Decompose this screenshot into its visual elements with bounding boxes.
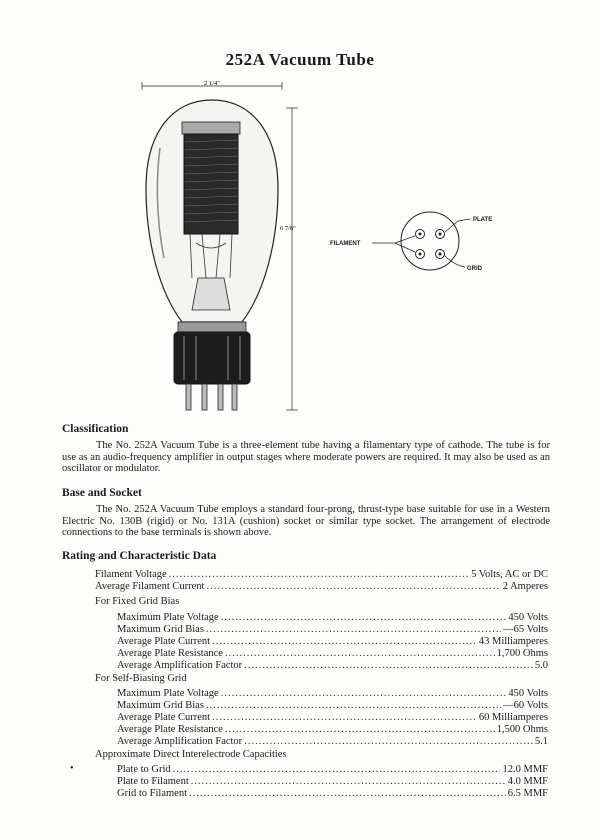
row-label: Plate to Grid (117, 764, 171, 775)
row-label: Average Plate Current (117, 712, 211, 723)
fixed-bias-label: For Fixed Grid Bias (95, 596, 180, 607)
row-value: 450 Volts (508, 612, 548, 623)
leader-dots (169, 569, 469, 581)
capacitances-label: Approximate Direct Interelectrode Capacities (95, 749, 287, 760)
row-label: Filament Voltage (95, 569, 167, 580)
row-value: 6.5 MMF (507, 788, 548, 799)
leader-dots (206, 700, 501, 712)
row-label: Average Plate Resistance (117, 648, 223, 659)
table-row (117, 648, 548, 660)
row-value: 1,700 Ohms (496, 648, 548, 659)
classification-paragraph: The No. 252A Vacuum Tube is a three-element tube having a filamentary type of cathode. The tube is for use as an audio-frequency amplifier in output stages where moderate powers are required. It may also be used as an oscillator or modulator. (62, 440, 550, 475)
leader-dots (212, 712, 477, 724)
filament-voltage-row (95, 569, 548, 581)
bullet-mark: • (70, 763, 74, 774)
row-value: 60 Milliamperes (478, 712, 548, 723)
table-row (117, 764, 548, 776)
table-row (117, 688, 548, 700)
classification-heading: Classification (62, 423, 129, 435)
row-label: Grid to Filament (117, 788, 187, 799)
row-value: 5.1 (534, 736, 548, 747)
table-row (117, 788, 548, 800)
height-dimension: 6 7/8" (280, 225, 296, 232)
row-value: 2 Amperes (502, 581, 548, 592)
width-dimension: 2 1/4" (204, 80, 220, 87)
row-value: 5 Volts, AC or DC (471, 569, 548, 580)
leader-dots (244, 660, 533, 672)
table-row (117, 612, 548, 624)
row-label: Maximum Grid Bias (117, 700, 204, 711)
table-row (117, 724, 548, 736)
leader-dots (206, 624, 501, 636)
row-value: 450 Volts (508, 688, 548, 699)
table-row (117, 776, 548, 788)
leader-dots (225, 724, 495, 736)
leader-dots (189, 788, 506, 800)
row-value: 4.0 MMF (507, 776, 548, 787)
base-socket-paragraph: The No. 252A Vacuum Tube employs a standard four-prong, thrust-type base suitable for use in a Western Electric No. 130B (rigid) or No. 131A (cushion) socket or similar type socket. The arrangement of electrode connections to the base terminals is shown above. (62, 504, 550, 539)
row-label: Average Filament Current (95, 581, 205, 592)
leader-dots (173, 764, 501, 776)
leader-dots (221, 612, 507, 624)
rating-heading: Rating and Characteristic Data (62, 550, 217, 562)
leader-dots (244, 736, 533, 748)
table-row (117, 636, 548, 648)
self-bias-label: For Self-Biasing Grid (95, 673, 187, 684)
leader-dots (191, 776, 506, 788)
table-row (117, 712, 548, 724)
row-value: 1,500 Ohms (496, 724, 548, 735)
row-label: Maximum Plate Voltage (117, 688, 219, 699)
leader-dots (212, 636, 477, 648)
table-row (117, 736, 548, 748)
classification-text (62, 440, 550, 475)
table-row (117, 624, 548, 636)
row-label: Average Amplification Factor (117, 660, 243, 671)
row-value: 43 Milliamperes (478, 636, 548, 647)
row-value: —65 Volts (503, 624, 548, 635)
leader-dots (206, 581, 500, 593)
row-value: 5.0 (534, 660, 548, 671)
base-pin-diagram (330, 205, 520, 275)
filament-label: FILAMENT (330, 241, 361, 247)
grid-label: GRID (467, 266, 482, 272)
row-label: Average Plate Current (117, 636, 211, 647)
row-value: —60 Volts (503, 700, 548, 711)
tube-drawing (120, 78, 320, 418)
filament-current-row (95, 581, 548, 593)
row-label: Average Amplification Factor (117, 736, 243, 747)
table-row (117, 660, 548, 672)
row-label: Average Plate Resistance (117, 724, 223, 735)
base-socket-heading: Base and Socket (62, 487, 142, 499)
leader-dots (221, 688, 507, 700)
row-label: Plate to Filament (117, 776, 189, 787)
leader-dots (225, 648, 495, 660)
row-label: Maximum Plate Voltage (117, 612, 219, 623)
page-title: 252A Vacuum Tube (225, 50, 375, 69)
plate-label: PLATE (473, 217, 493, 223)
base-socket-text (62, 504, 550, 539)
tube-base (174, 332, 250, 384)
row-value: 12.0 MMF (502, 764, 548, 775)
table-row (117, 700, 548, 712)
row-label: Maximum Grid Bias (117, 624, 204, 635)
